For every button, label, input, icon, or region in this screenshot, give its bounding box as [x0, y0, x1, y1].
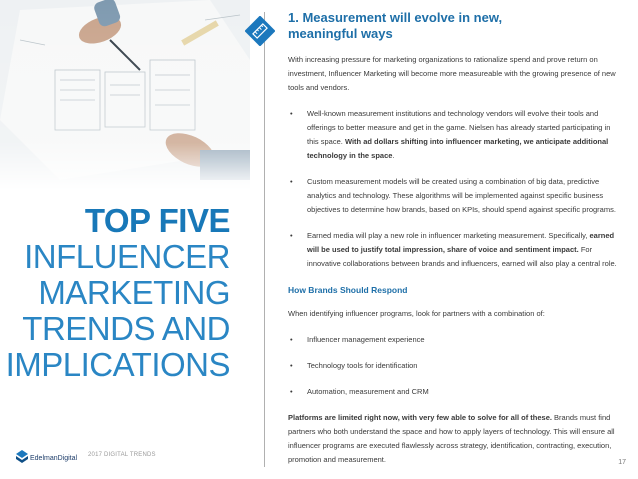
subheading: How Brands Should Respond [288, 285, 408, 295]
respond-item: Technology tools for identification [307, 361, 418, 370]
bullet-text: Earned media will play a new role in influencer marketing measurement. Specifically, [307, 231, 590, 240]
bullet-dot: • [290, 387, 293, 396]
bullet-text: Well-known measurement institutions and technology vendors will evolve their tools and offerings to better measure and get in the game. Nielsen has already started participating in this space. [307, 109, 611, 146]
header-photo [0, 0, 250, 190]
trend-list [288, 107, 618, 271]
intro-paragraph: With increasing pressure for marketing organizations to rationalize spend and prove return on investment, Influencer Marketing will become more measureable with the growing presence of new tools and vendors. [288, 55, 616, 92]
respond-list [288, 333, 618, 399]
list-item [288, 175, 618, 217]
list-item [288, 385, 618, 399]
title-line-3: MARKETING [38, 274, 230, 311]
title-line-5: IMPLICATIONS [5, 346, 230, 383]
bullet-text: Custom measurement models will be created using a combination of big data, predictive analytics and technology. These algorithms will be implemented against specific business objectives to determine how brands, based on KPIs, should spend against specific programs. [307, 177, 616, 214]
logo-text: EdelmanDigital [30, 455, 78, 462]
title-line-1: TOP FIVE [84, 202, 230, 239]
list-item [288, 107, 618, 163]
closing-bold: Platforms are limited right now, with very few able to solve for all of these. [288, 413, 552, 422]
bullet-dot: • [290, 231, 293, 240]
page-number: 17 [618, 459, 626, 466]
list-item [288, 359, 618, 373]
respond-item: Automation, measurement and CRM [307, 387, 429, 396]
bullet-bold: earned will be used to justify total impression, share of voice and sentiment impact. [307, 231, 615, 254]
page-title [6, 203, 230, 383]
body-content [288, 53, 618, 479]
closing-rest: Brands must find partners who both understand the space and how to apply layers of technology. This will ensure all influencer programs are executed flawlessly across strategy, identification, contracting, execution, promotion and measurement. [288, 413, 615, 464]
respond-intro: When identifying influencer programs, look for partners with a combination of: [288, 309, 545, 318]
section-heading [288, 10, 618, 42]
bullet-tail: . [392, 151, 395, 160]
heading-line-1: 1. Measurement will evolve in new, [288, 10, 503, 25]
respond-item: Influencer management experience [307, 335, 425, 344]
heading-line-2: meaningful ways [288, 26, 393, 41]
title-line-4: TRENDS AND [22, 310, 230, 347]
bullet-dot: • [290, 361, 293, 370]
list-item [288, 333, 618, 347]
bullet-dot: • [290, 335, 293, 344]
ruler-icon [245, 16, 275, 46]
edelman-digital-logo [16, 450, 82, 464]
list-item [288, 229, 618, 271]
vertical-divider [264, 12, 265, 467]
footer-label: 2017 DIGITAL TRENDS [88, 452, 156, 458]
bullet-tail: For innovative collaborations between brands and influencers, earned will also play a central role. [307, 245, 617, 268]
bullet-dot: • [290, 109, 293, 118]
bullet-dot: • [290, 177, 293, 186]
bullet-bold: With ad dollars shifting into influencer marketing, we anticipate additional technology in the space [307, 137, 609, 160]
closing-paragraph [288, 411, 618, 467]
title-line-2: INFLUENCER [24, 238, 230, 275]
